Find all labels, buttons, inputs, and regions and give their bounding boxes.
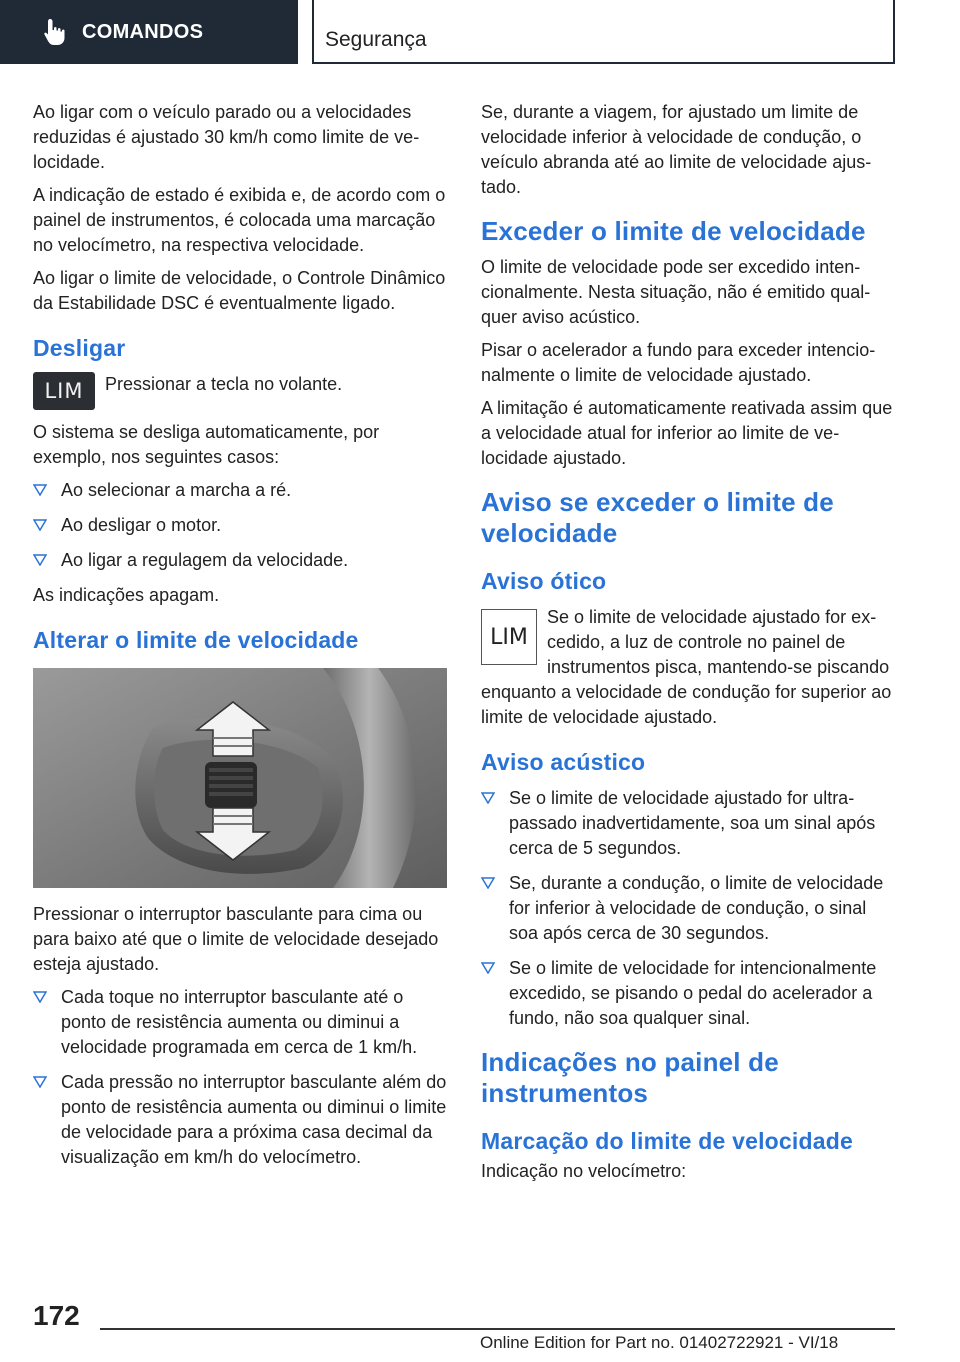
list-item: Se o limite de velocidade for intencionalmente excedido, se pisando o pedal do acelerador a fundo, não soa qualquer sinal. <box>481 956 896 1031</box>
list-item: Ao ligar a regulagem da velocidade. <box>33 548 449 573</box>
heading-alterar: Alterar o limite de velocidade <box>33 627 359 653</box>
triangle-bullet-icon <box>33 519 47 531</box>
triangle-bullet-icon <box>33 554 47 566</box>
bullet-list-desligar <box>33 478 449 573</box>
paragraph: O sistema se desliga automaticamente, por exemplo, nos seguintes casos: <box>33 422 380 467</box>
chapter-title: COMANDOS <box>82 20 204 43</box>
heading-aviso-otico: Aviso ótico <box>481 568 607 594</box>
right-column <box>481 100 896 1192</box>
triangle-bullet-icon <box>33 1076 47 1088</box>
lim-indicator-icon: LIM <box>481 609 537 665</box>
triangle-bullet-icon <box>33 484 47 496</box>
steering-wheel-rocker-switch-photo <box>33 668 447 888</box>
lim-button-icon: LIM <box>33 372 95 410</box>
paragraph: Pressionar o interruptor basculante para cima ou para baixo até que o limite de velocidade desejado esteja ajustado. <box>33 904 439 974</box>
heading-desligar: Desligar <box>33 335 126 361</box>
list-item: Se o limite de velocidade ajustado for ultrapassado inadvertidamente, soa um sinal após cerca de 5 segundos. <box>481 786 896 861</box>
aviso-otico-text: Se o limite de velocidade ajustado for excedido, a luz de controle no painel de instrumentos pisca, mantendo-se piscando enquanto a velocidade de condução for superior ao limite de velocidade ajustado. <box>481 607 892 727</box>
list-item: Se, durante a condução, o limite de velocidade for inferior à velocidade de condução, o sinal soa após cerca de 30 segundos. <box>481 871 896 946</box>
paragraph: Indicação no velocímetro: <box>481 1161 687 1181</box>
list-item: Cada toque no interruptor basculante até o ponto de resistência aumenta ou diminui a velocidade programada em cerca de 1 km/h. <box>33 985 449 1060</box>
left-column <box>33 100 449 1180</box>
paragraph: Ao ligar com o veículo parado ou a velocidades reduzidas é ajustado 30 km/h como limite de velocidade. <box>33 102 420 172</box>
heading-indicacoes: Indicações no painel de instrumentos <box>481 1047 779 1108</box>
paragraph: A indicação de estado é exibida e, de acordo com o painel de instrumentos, é colocada uma marcação no velocímetro, na respectiva velocidade. <box>33 185 446 255</box>
paragraph: Se, durante a viagem, for ajustado um limite de velocidade inferior à velocidade de condução, o veículo abranda até ao limite de velocidade ajustado. <box>481 102 872 197</box>
heading-marcacao: Marcação do limite de velocidade <box>481 1128 853 1154</box>
desligar-instruction: Pressionar a tecla no volante. <box>105 374 343 394</box>
hand-pointer-icon <box>38 15 72 49</box>
bullet-list-acustico <box>481 786 896 1031</box>
footer-divider <box>100 1328 895 1330</box>
list-item: Cada pressão no interruptor basculante além do ponto de resistência aumenta ou diminui o limite de velocidade para a próxima casa decimal da visualização em km/h do velocímetro. <box>33 1070 449 1170</box>
header-border-bottom <box>312 62 895 64</box>
aviso-otico-block <box>481 605 896 730</box>
heading-aviso: Aviso se exceder o limite de velocidade <box>481 487 834 548</box>
chapter-tab <box>0 0 298 64</box>
list-item: Ao selecionar a marcha a ré. <box>33 478 449 503</box>
list-item: Ao desligar o motor. <box>33 513 449 538</box>
paragraph: Pisar o acelerador a fundo para exceder intencionalmente o limite de velocidade ajustado. <box>481 340 876 385</box>
bullet-list-alterar <box>33 985 449 1170</box>
paragraph: A limitação é automaticamente reativada assim que a velocidade atual for inferior ao limite de velocidade ajustado. <box>481 398 893 468</box>
lim-button-row <box>33 372 449 410</box>
section-title: Segurança <box>325 28 427 51</box>
edition-text: Online Edition for Part no. 01402722921 - VI/18 <box>480 1333 839 1352</box>
triangle-bullet-icon <box>481 877 495 889</box>
header-divider <box>312 0 314 64</box>
page-number: 172 <box>33 1300 80 1331</box>
paragraph: O limite de velocidade pode ser excedido intencionalmente. Nesta situação, não é emitido qualquer aviso acústico. <box>481 257 871 327</box>
paragraph: As indicações apagam. <box>33 585 220 605</box>
paragraph: Ao ligar o limite de velocidade, o Controle Dinâmico da Estabilidade DSC é eventualmente ligado. <box>33 268 446 313</box>
heading-aviso-acustico: Aviso acústico <box>481 749 646 775</box>
heading-exceder: Exceder o limite de velocidade <box>481 216 866 246</box>
triangle-bullet-icon <box>481 792 495 804</box>
triangle-bullet-icon <box>481 962 495 974</box>
header-border-right <box>893 0 895 64</box>
triangle-bullet-icon <box>33 991 47 1003</box>
